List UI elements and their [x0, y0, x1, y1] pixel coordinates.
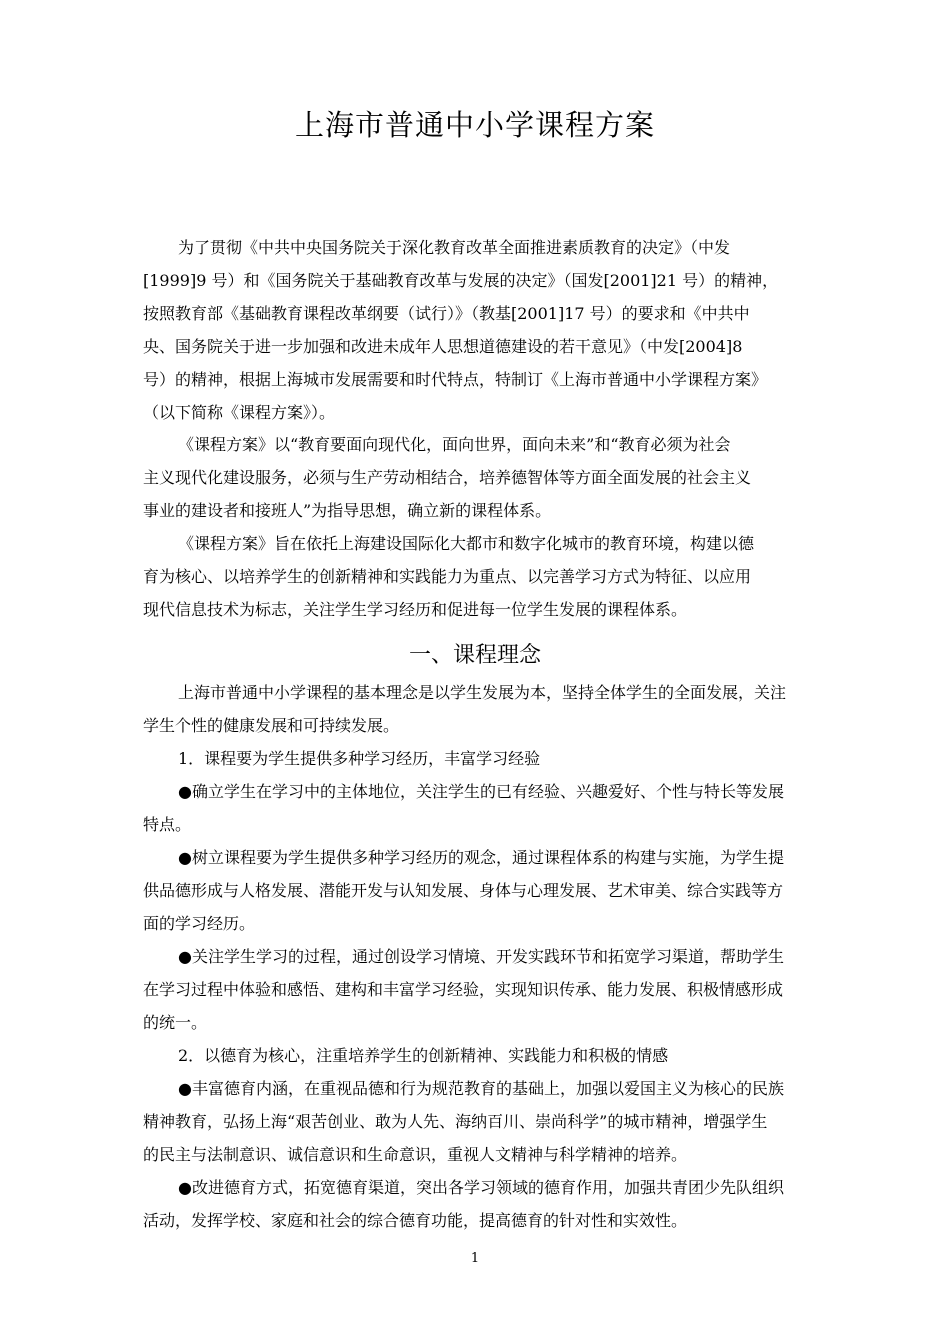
text-line: 主义现代化建设服务，必须与生产劳动相结合，培养德智体等方面全面发展的社会主义: [143, 468, 752, 487]
text-line: 精神教育，弘扬上海“艰苦创业、敢为人先、海纳百川、崇尚科学”的城市精神，增强学生: [143, 1112, 768, 1131]
text-line: ●改进德育方式，拓宽德育渠道，突出各学习领域的德育作用，加强共青团少先队组织: [178, 1178, 784, 1197]
page-number: 1: [470, 1251, 480, 1266]
text-line: 在学习过程中体验和感悟、建构和丰富学习经验，实现知识传承、能力发展、积极情感形成: [143, 980, 784, 999]
text-line: 学生个性的健康发展和可持续发展。: [143, 716, 400, 735]
document-title: 上海市普通中小学课程方案: [294, 108, 655, 142]
text-line: 事业的建设者和接班人”为指导思想，确立新的课程体系。: [143, 501, 552, 520]
text-line: ●关注学生学习的过程，通过创设学习情境、开发实践环节和拓宽学习渠道，帮助学生: [178, 947, 784, 966]
text-line: ●树立课程要为学生提供多种学习经历的观念，通过课程体系的构建与实施，为学生提: [178, 848, 784, 867]
text-line: ●丰富德育内涵，在重视品德和行为规范教育的基础上，加强以爱国主义为核心的民族: [178, 1079, 784, 1098]
text-line: 现代信息技术为标志，关注学生学习经历和促进每一位学生发展的课程体系。: [143, 600, 688, 619]
text-line: 的统一。: [143, 1013, 208, 1032]
text-line: 供品德形成与人格发展、潜能开发与认知发展、身体与心理发展、艺术审美、综合实践等方: [143, 881, 784, 900]
text-line: 为了贯彻《中共中央国务院关于深化教育改革全面推进素质教育的决定》（中发: [178, 238, 731, 257]
text-line: （以下简称《课程方案》）。: [143, 403, 336, 422]
text-line: 活动，发挥学校、家庭和社会的综合德育功能，提高德育的针对性和实效性。: [143, 1211, 688, 1230]
text-line: 号）的精神，根据上海城市发展需要和时代特点，特制订《上海市普通中小学课程方案》: [143, 370, 768, 389]
text-line: 《课程方案》旨在依托上海建设国际化大都市和数字化城市的教育环境，构建以德: [178, 534, 755, 553]
text-line: 按照教育部《基础教育课程改革纲要（试行）》（教基[2001]17 号）的要求和《中共中: [143, 304, 750, 323]
text-line: 上海市普通中小学课程的基本理念是以学生发展为本，坚持全体学生的全面发展，关注: [178, 683, 787, 702]
text-line: 央、国务院关于进一步加强和改进未成年人思想道德建设的若干意见》（中发[2004]8: [143, 337, 743, 356]
text-line: [1999]9 号）和《国务院关于基础教育改革与发展的决定》（国发[2001]21 号）的精神，: [143, 271, 779, 290]
text-line: 的民主与法制意识、诚信意识和生命意识，重视人文精神与科学精神的培养。: [143, 1145, 688, 1164]
text-line: 育为核心、以培养学生的创新精神和实践能力为重点、以完善学习方式为特征、以应用: [143, 567, 752, 586]
text-line: ●确立学生在学习中的主体地位，关注学生的已有经验、兴趣爱好、个性与特长等发展: [178, 782, 784, 801]
text-line: 特点。: [143, 815, 192, 834]
text-line: 1．课程要为学生提供多种学习经历，丰富学习经验: [178, 749, 541, 768]
text-line: 面的学习经历。: [143, 914, 256, 933]
section-heading: 一、课程理念: [408, 643, 541, 668]
text-line: 2．以德育为核心，注重培养学生的创新精神、实践能力和积极的情感: [178, 1046, 669, 1065]
text-line: 《课程方案》以“教育要面向现代化，面向世界，面向未来”和“教育必须为社会: [178, 435, 731, 454]
